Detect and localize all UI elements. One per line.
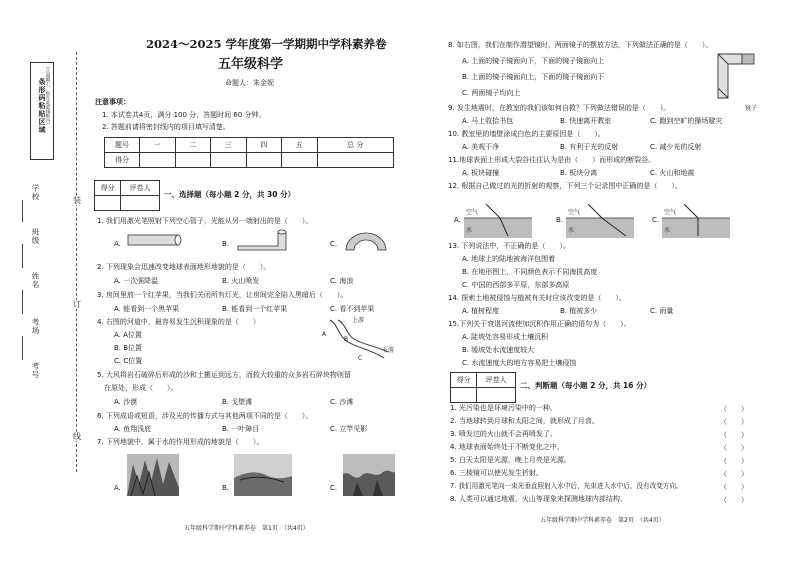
section1-score-input[interactable] xyxy=(95,196,121,211)
score-input[interactable] xyxy=(317,153,394,168)
question-7: 7. 下列地貌中，属于水的作用形成的地貌是（ ）。 xyxy=(97,438,264,446)
question-5-cont: 在原处，形成（ ）。 xyxy=(104,384,178,392)
q1-option-b: B. xyxy=(222,240,230,248)
score-input[interactable] xyxy=(211,153,247,168)
q4-option-a: A. A位置 xyxy=(114,331,142,339)
question-4: 4. 右图的河道中，最容易发生沉积现象的是（ ） xyxy=(97,318,260,326)
label-school: 学校 xyxy=(31,184,40,201)
judge-item-1: 1. 光污染也是环境污染中的一种。 xyxy=(450,404,557,412)
score-cell: 题号 xyxy=(105,138,140,153)
q1-option-a: A. xyxy=(114,240,121,248)
score-input[interactable] xyxy=(140,153,176,168)
q9-option-c: C. 跑到空旷的操场避灾 xyxy=(650,117,723,125)
q12-option-a: A. xyxy=(454,216,461,224)
judge-item-2: 2. 当地球转到月球和太阳之间，就形成了月食。 xyxy=(450,417,599,425)
label-exam-number: 考号 xyxy=(31,362,40,379)
school-line xyxy=(22,200,23,222)
q1-tube-bent-icon xyxy=(234,228,294,252)
score-cell: 五 xyxy=(282,138,318,153)
exam-subtitle: 五年级科学 xyxy=(218,57,284,72)
q12-label-air-c: 空气 xyxy=(664,209,677,216)
judge-item-5: 5. 白天太阳是光源，晚上月亮是光源。 xyxy=(450,456,571,464)
score-cell: 三 xyxy=(211,138,247,153)
score-table xyxy=(104,137,394,168)
q12-label-air-b: 空气 xyxy=(568,209,581,216)
label-exam-room: 考场 xyxy=(31,318,40,335)
q10-option-b: B. 有利于光的反射 xyxy=(560,143,619,151)
question-12: 12. 根据自己做过的光的折射的观察，下列三个记录图中正确的是（ ）。 xyxy=(448,182,682,190)
note-2: 2. 答题前请将密封线内的项目填写清楚。 xyxy=(102,123,230,131)
question-15: 15.下列关于衰退河流使加沉积作用正确的语句为（ ）。 xyxy=(448,320,631,328)
score-cell: 总 分 xyxy=(317,138,394,153)
score-input[interactable] xyxy=(282,153,318,168)
notes-heading: 注意事项： xyxy=(95,98,130,106)
section1-score-label: 得分 xyxy=(95,181,121,196)
binding-marker-xian: 线 xyxy=(73,432,81,441)
q7-option-c: C. xyxy=(330,484,338,492)
q5-option-b: B. 戈壁滩 xyxy=(222,398,253,406)
q3-option-c: C. 看不到苹果 xyxy=(330,305,375,313)
label-name: 姓名 xyxy=(31,272,40,289)
footer-page-2: 五年级科学期中学科素养卷 第2页 （共4页） xyxy=(540,517,665,524)
q3-option-b: B. 能看到一个红苹果 xyxy=(222,305,288,313)
q6-option-a: A. 鱼翔浅底 xyxy=(114,425,152,433)
footer-page-1: 五年级科学期中学科素养卷 第1页 （共4页） xyxy=(184,525,309,532)
q13-option-c: C. 中国的西部多平原，东部多高原 xyxy=(462,281,570,289)
q1-tube-curved-icon xyxy=(342,230,390,252)
question-8: 8. 如右图，我们在制作潜望镜时，两面镜子的摆放方法，下列做法正确的是（ ）。 xyxy=(448,41,713,49)
q5-option-a: A. 沙漠 xyxy=(114,398,138,406)
section2-grader-label: 评卷人 xyxy=(477,373,516,388)
score-input[interactable] xyxy=(175,153,211,168)
question-1: 1. 我们用激光笔照射下列空心管子，光能从另一端射出的是（ ）。 xyxy=(97,217,313,225)
q12-label-air-a: 空气 xyxy=(466,209,479,216)
room-line xyxy=(22,336,23,360)
judge-answer-4[interactable]: （ ） xyxy=(720,444,748,452)
q4-option-b: B. B位置 xyxy=(114,344,143,352)
q14-option-c: C. 雨量 xyxy=(650,307,674,315)
question-10: 10. 教室里的墙壁涂成白色的主要原因是（ ）。 xyxy=(448,130,605,138)
q12-option-c: C. xyxy=(652,216,660,224)
judge-answer-6[interactable]: （ ） xyxy=(720,470,748,478)
judge-item-6: 6. 三棱镜可以使光发生折射。 xyxy=(450,469,543,477)
q13-option-a: A. 地球上的陆地被海洋包围着 xyxy=(462,255,556,263)
section2-score-box xyxy=(450,372,516,403)
q4-fig-c: C xyxy=(358,355,363,362)
question-14: 14. 探索土地被侵蚀与植被有关时应该改变的是（ ）。 xyxy=(448,294,626,302)
q9-option-a: A. 马上收拾书包 xyxy=(462,117,514,125)
q8-fig-mirror-label: 镜子 xyxy=(745,105,758,112)
question-3: 3. 房间里放一个红苹果，当我们关闭所有灯光，让房间完全陷入黑暗后（ ）。 xyxy=(97,291,348,299)
name-line xyxy=(22,290,23,314)
q7-option-b: B. xyxy=(222,484,230,492)
binding-dashed-line xyxy=(76,52,77,472)
q4-fig-a: A xyxy=(322,331,327,338)
q15-option-a: A. 陡坡处容易形成土壤沉积 xyxy=(462,333,549,341)
question-2: 2. 下列现象会迅速改变地球表面地形地貌的是（ ）。 xyxy=(97,263,271,271)
section1-grader-input[interactable] xyxy=(121,196,160,211)
q7-landform-image-b xyxy=(234,454,292,496)
q6-option-b: B. 一叶障目 xyxy=(222,425,260,433)
note-1: 1. 本试卷共4页，满分 100 分，答题时间 60 分钟。 xyxy=(102,111,266,119)
judge-item-8: 8. 人类可以通过地震，火山等现象来探测地球内部结构。 xyxy=(450,495,627,503)
score-cell: 二 xyxy=(175,138,211,153)
judge-item-4: 4. 地球表面始终处于不断变化之中。 xyxy=(450,443,564,451)
score-input[interactable] xyxy=(246,153,282,168)
q11-option-c: C. 火山和地震 xyxy=(650,169,695,177)
q15-option-c: C. 水流速度大的地方容易把土壤侵蚀 xyxy=(462,359,577,367)
q1-option-c: C. xyxy=(330,240,338,248)
section2-title: 二、判断题（每小题 2 分，共 16 分） xyxy=(520,381,652,390)
q7-landform-image-c xyxy=(343,454,395,496)
judge-answer-5[interactable]: （ ） xyxy=(720,457,748,465)
q8-periscope-figure xyxy=(712,48,760,106)
q9-option-b: B. 快速离开教室 xyxy=(560,117,612,125)
q7-landform-image-a xyxy=(127,454,179,496)
question-13: 13. 下列说法中，不正确的是（ ）。 xyxy=(448,242,570,250)
q8-option-c: C. 两面镜子均向上 xyxy=(462,89,521,97)
binding-marker-ding: 订 xyxy=(73,300,81,309)
section1-grader-label: 评卷人 xyxy=(121,181,160,196)
q11-option-a: A. 板块碰撞 xyxy=(462,169,500,177)
q2-option-a: A. 一次强降温 xyxy=(114,277,159,285)
exam-author: 命题人：朱金妮 xyxy=(225,79,274,87)
judge-answer-2[interactable]: （ ） xyxy=(720,418,748,426)
q15-option-b: B. 缓坡处水流速度较大 xyxy=(462,346,535,354)
q14-option-b: B. 植被多少 xyxy=(560,307,598,315)
question-5: 5. 大风将岩石破碎后形成的沙和土搬运到远方，而较大较重的众多岩石碎块物则留 xyxy=(97,371,351,379)
label-class: 班级 xyxy=(31,228,40,245)
judge-answer-7[interactable]: （ ） xyxy=(720,483,748,491)
question-6: 6. 下列成语或短语，涉及光的传播方式与其他两项不同的是（ ）。 xyxy=(97,412,313,420)
q13-option-b: B. 在地形图上，不同颜色表示不同海拔高度 xyxy=(462,268,598,276)
q5-option-c: C. 沙滩 xyxy=(330,398,354,406)
q10-option-c: C. 减少光的反射 xyxy=(650,143,702,151)
barcode-area-label: 条形码粘贴区域 xyxy=(38,78,46,134)
judge-item-3: 3. 喷发过的火山就不会再喷发了。 xyxy=(450,430,557,438)
judge-item-7: 7. 我们用激光笔向一束光垂直照射入水中后，光束进入水中后，没有改变方向。 xyxy=(450,482,683,490)
section1-title: 一、选择题（每小题 2 分，共 30 分） xyxy=(164,190,296,199)
class-line xyxy=(22,244,23,268)
section2-score-input[interactable] xyxy=(451,388,477,403)
binding-strip xyxy=(0,0,86,561)
question-9: 9. 发生地震时，在教室的我们该如何自救？下列做法错误的是（ ）。 xyxy=(448,104,671,112)
q3-option-a: A. 能看到一个黑苹果 xyxy=(114,305,180,313)
exam-title: 2024～2025 学年度第一学期期中学科素养卷 xyxy=(146,37,387,51)
q2-option-c: C. 海浪 xyxy=(330,277,354,285)
q8-option-b: B. 上面的镜子镜面向上，下面的镜子镜面向下 xyxy=(462,73,605,81)
section1-score-box xyxy=(94,180,160,211)
binding-marker-zhuang: 装 xyxy=(73,196,81,205)
judge-answer-8[interactable]: （ ） xyxy=(720,496,748,504)
q11-option-b: B. 板块分离 xyxy=(560,169,598,177)
q4-fig-b: B xyxy=(344,336,349,343)
judge-answer-3[interactable]: （ ） xyxy=(720,431,748,439)
q4-fig-downstream: 下游 xyxy=(382,347,395,354)
question-11: 11.地球表面上形成大裂谷往往认为是由（ ）而形成的断裂谷。 xyxy=(448,156,656,164)
q6-option-c: C. 立竿见影 xyxy=(330,425,368,433)
q12-label-water-a: 水 xyxy=(466,227,473,234)
q12-label-water-b: 水 xyxy=(568,227,575,234)
section2-score-label: 得分 xyxy=(451,373,477,388)
q14-option-a: A. 植树程度 xyxy=(462,307,500,315)
score-cell: 四 xyxy=(246,138,282,153)
score-cell: 得分 xyxy=(105,153,140,168)
q4-fig-upstream: 上游 xyxy=(352,317,365,324)
score-cell: 一 xyxy=(140,138,176,153)
q12-option-b: B. xyxy=(556,216,564,224)
barcode-area-note: （正面朝上，贴在此虚线框内） xyxy=(45,64,50,127)
q7-option-a: A. xyxy=(114,484,121,492)
q10-option-a: A. 美观干净 xyxy=(462,143,500,151)
q8-option-a: A. 上面的镜子镜面向下，下面的镜子镜面向上 xyxy=(462,57,605,65)
section2-grader-input[interactable] xyxy=(477,388,516,403)
q4-option-c: C. C位置 xyxy=(114,357,143,365)
judge-answer-1[interactable]: （ ） xyxy=(720,405,748,413)
q1-tube-straight-icon xyxy=(126,232,186,248)
q12-label-water-c: 水 xyxy=(664,227,671,234)
q2-option-b: B. 火山喷发 xyxy=(222,277,260,285)
